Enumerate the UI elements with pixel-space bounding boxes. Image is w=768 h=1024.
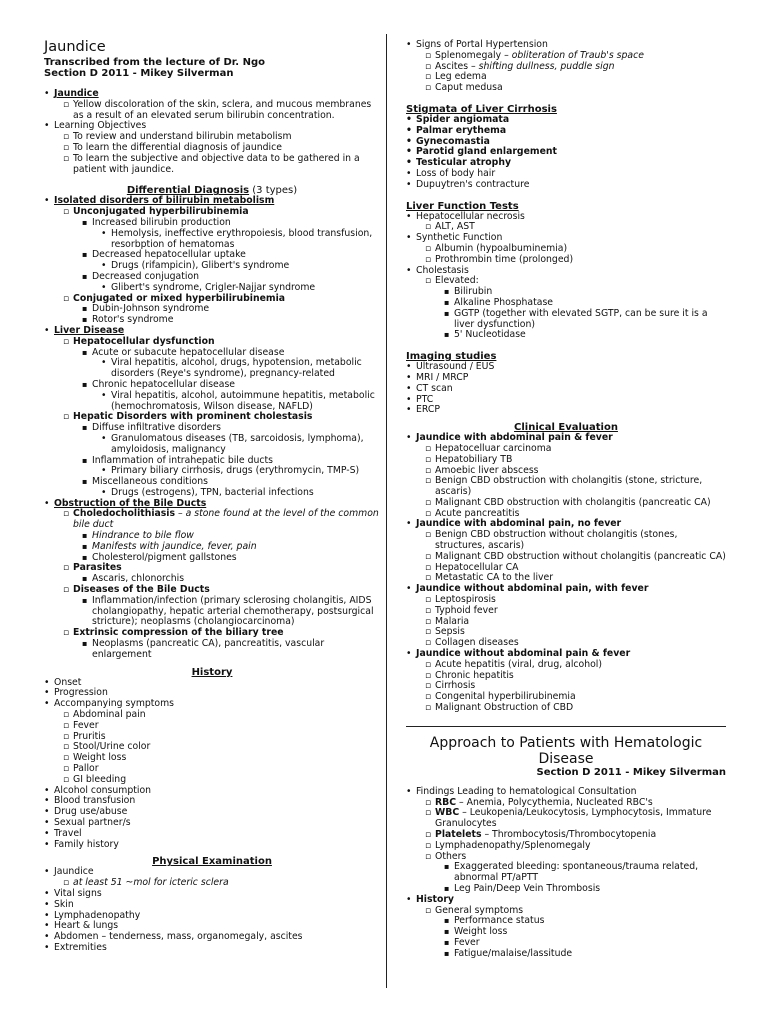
unconjugated-label: Unconjugated hyperbilirubinemia bbox=[73, 206, 249, 218]
portal-list: • Signs of Portal Hypertension ▫ Splenomegaly – obliteration of Traub's space ▫ Ascites – shifting dullness, puddle sign ▫ Leg edema ▫ Caput medusa bbox=[406, 40, 726, 94]
stigmata-list: • Spider angiomata • Palmar erythema • Gynecomastia • Parotid gland enlargement • Testicular atrophy • Loss of body hair • Dupuytren's contracture bbox=[406, 115, 726, 191]
ddx-obstruction: Obstruction of the Bile Ducts bbox=[54, 497, 207, 509]
lft-heading: Liver Function Tests bbox=[406, 200, 519, 212]
clinical-list: • Jaundice with abdominal pain & fever ▫ Hepatocelluar carcinoma ▫ Hepatobiliary TB ▫ Amoebic liver abscess ▫ Benign CBD obstruction with cholangitis (stone, stricture, ascaris) ▫ Malignant CBD obstruction with cholangitis (pancreatic CA) ▫ Acute pancreatitis • Jaundice with abdominal pain, no fever ▫ Benign CBD obstruction without cholangitis (stones, structures, ascaris) ▫ Malignant CBD obstruction without cholangitis (pancreatic CA) ▫ Hepatocellular CA ▫ Metastatic CA to the liver • Jaundice without abdominal pain, with fever ▫ Leptospirosis ▫ Typhoid fever ▫ Malaria ▫ Sepsis ▫ Collagen diseases • Jaundice without abdominal pain & fever ▫ Acute hepatitis (viral, drug, alcohol) ▫ Chronic hepatitis ▫ Cirrhosis ▫ Congenital hyperbilirubinemia ▫ Malignant Obstruction of CBD bbox=[406, 433, 726, 714]
ddx-list: • Isolated disorders of bilirubin metabolism ▫ Unconjugated hyperbilirubinemia ▪ Increased bilirubin production • Hemolysis, ineffective erythropoiesis, blood transfusion, resorbption of hematomas ▪ Decreased hepatocellular uptake • Drugs (rifampicin), Glibert's syndrome ▪ Decreased conjugation • Glibert's syndrome, Crigler-Najjar syndrome ▫ Conjugated or mixed hyperbilirubinemia ▪ Dubin-Johnson syndrome ▪ Rotor's syndrome • Liver Disease ▫ Hepatocellular dysfunction ▪ Acute or subacute hepatocellular disease • Viral hepatitis, alcohol, drugs, hypotension, metabolic disorders (Reye's syndrome), pregnancy-related ▪ Chronic hepatocellular disease • Viral hepatitis, alcohol, autoimmune hepatitis, metabolic (hemochromatosis, Wilson disease, NAFLD) ▫ Hepatic Disorders with prominent cholestasis ▪ Diffuse infiltrative disorders • Granulomatous diseases (TB, sarcoidosis, lymphoma), amyloidosis, malignancy ▪ Inflammation of intrahepatic bile ducts • Primary biliary cirrhosis, drugs (erythromycin, TMP-S) ▪ Miscellaneous conditions • Drugs (estrogens), TPN, bacterial infections • Obstruction of the Bile Ducts ▫ Choledocholithiasis – a stone found at the level of the common bile duct ▪ Hindrance to bile flow ▪ Manifests with jaundice, fever, pain ▪ Cholesterol/pigment gallstones ▫ Parasites ▪ Ascaris, chlonorchis ▫ Diseases of the Bile Ducts ▪ Inflammation/infection (primary sclerosing cholangitis, AIDS cholangiopathy, hepatic arterial chemotherapy, postsurgical stricture); neoplasms (cholangiocarcinoma) ▫ Extrinsic compression of the biliary tree ▪ Neoplasms (pancreatic CA), pancreatitis, vascular enlargement bbox=[44, 196, 380, 660]
imaging-list: • Ultrasound / EUS • MRI / MRCP • CT scan • PTC • ERCP bbox=[406, 362, 726, 416]
mixed-label: Conjugated or mixed hyperbilirubinemia bbox=[73, 292, 286, 304]
document-title: Jaundice bbox=[44, 39, 106, 55]
clinical-heading: Clinical Evaluation bbox=[514, 422, 618, 434]
exam-heading: Physical Examination bbox=[152, 856, 272, 868]
lecture-credit: Transcribed from the lecture of Dr. Ngo bbox=[44, 57, 265, 68]
exam-list: • Jaundice ▫ at least 51 ~mol for icteric sclera • Vital signs • Skin • Lymphadenopathy • Heart & lungs • Abdomen – tenderness, mass, organomegaly, ascites • Extremities bbox=[44, 867, 380, 953]
section-rule bbox=[406, 726, 726, 727]
jaundice-term: Jaundice bbox=[54, 88, 99, 99]
objective-item: ▫ To learn the subjective and objective data to be gathered in a patient with jaundice. bbox=[63, 154, 380, 176]
ddx-isolated: Isolated disorders of bilirubin metabolism bbox=[54, 195, 275, 207]
objective-item: ▫ To learn the differential diagnosis of jaundice bbox=[63, 143, 380, 154]
jaundice-definition: ▫ Yellow discoloration of the skin, sclera, and mucous membranes as a result of an elevated serum bilirubin concentration. bbox=[63, 100, 380, 122]
hematologic-title: Approach to Patients with Hematologic Disease bbox=[429, 734, 703, 767]
history-list: • Onset • Progression • Accompanying symptoms ▫ Abdominal pain ▫ Fever ▫ Pruritis ▫ Stool/Urine color ▫ Weight loss ▫ Pallor ▫ GI bleeding • Alcohol consumption • Blood transfusion • Drug use/abuse • Sexual partner/s • Travel • Family history bbox=[44, 678, 380, 851]
intro-list bbox=[44, 89, 380, 175]
right-column bbox=[406, 40, 726, 960]
hematologic-list: • Findings Leading to hematological Consultation ▫ RBC – Anemia, Polycythemia, Nucleated RBC's ▫ WBC – Leukopenia/Leukocytosis, Lymphocytosis, Immature Granulocytes ▫ Platelets – Thrombocytosis/Thrombocytopenia ▫ Lymphadenopathy/Splenomegaly ▫ Others ▪ Exaggerated bleeding: spontaneous/trauma related, abnormal PT/aPTT ▪ Leg Pain/Deep Vein Thrombosis • History ▫ General symptoms ▪ Performance status ▪ Weight loss ▪ Fever ▪ Fatigue/malaise/lassitude bbox=[406, 787, 726, 960]
objectives-label: Learning Objectives bbox=[54, 120, 147, 132]
lft-list: • Hepatocellular necrosis ▫ ALT, AST • Synthetic Function ▫ Albumin (hypoalbuminemia) ▫ Prothrombin time (prolonged) • Cholestasis ▫ Elevated: ▪ Bilirubin ▪ Alkaline Phosphatase ▪ GGTP (together with elevated SGTP, can be sure it is a liver dysfunction) ▪ 5' Nucleotidase bbox=[406, 212, 726, 342]
objective-item: ▫ To review and understand bilirubin metabolism bbox=[63, 132, 380, 143]
ddx-liver: Liver Disease bbox=[54, 324, 125, 336]
imaging-heading: Imaging studies bbox=[406, 351, 497, 363]
ddx-heading: Differential Diagnosis (3 types) bbox=[126, 185, 298, 197]
hematologic-credit: Section D 2011 - Mikey Silverman bbox=[536, 766, 726, 778]
history-heading: History bbox=[191, 666, 233, 678]
left-column bbox=[44, 40, 380, 954]
column-divider bbox=[386, 34, 387, 988]
stigmata-heading: Stigmata of Liver Cirrhosis bbox=[406, 103, 557, 115]
section-credit: Section D 2011 - Mikey Silverman bbox=[44, 68, 234, 79]
